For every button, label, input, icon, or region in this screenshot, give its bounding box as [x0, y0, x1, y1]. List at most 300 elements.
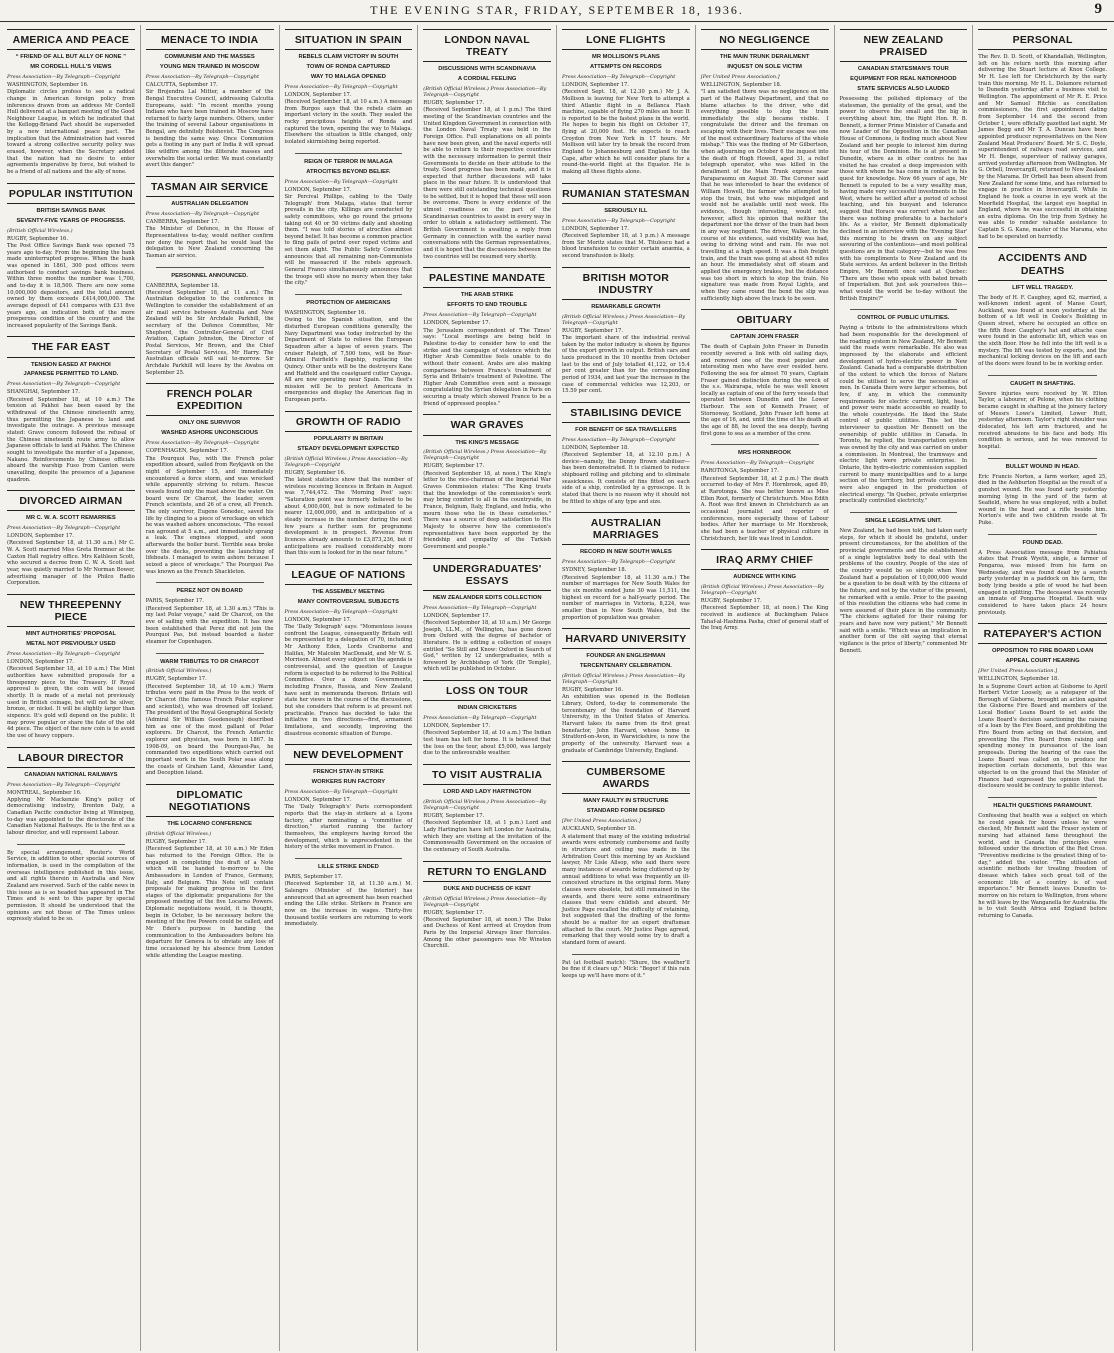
article — [423, 764, 551, 854]
article — [7, 844, 135, 923]
article-subheading: BULLET WOUND IN HEAD. — [1005, 463, 1080, 470]
section-divider — [295, 153, 403, 154]
article — [978, 247, 1107, 367]
article-body: (Received September 18, at 1.30 a.m.) "This is my last Polar voyage," said Dr Charcot, on the eve of sailing with the expedition. It has now been established that Perez did not join the Pourquoi Pas, but instead boarded a faster steamer for Copenhagen. — [145, 605, 274, 645]
wire-credit: (British Official Wireless.) Press Association—By Telegraph—Copyright — [284, 455, 408, 468]
dateline: WASHINGTON, September 16. — [284, 310, 367, 317]
article-body: The latest statistics show that the number of wireless receiving licences in Britain in August was 7,744,472. The 'Morning Post' says: "Saturation point was formerly believed to be about 4,000,000, but is now estimated to be nearer 12,000,000, and in anticipation of a steady increase in the number during the next few years a further sum for programme development is in prospect. Revenue from licences already amounts to £3,873,236, but if anticipations are realised considerably more than this sum is looked for in the near future." — [284, 477, 413, 557]
article-subheading: NEW ZEALANDER EDITS COLLECTION — [432, 594, 542, 601]
dateline: LONDON, September 17. — [284, 616, 352, 623]
dateline: RUGBY, September 17. — [700, 598, 762, 605]
article-headline: POPULAR INSTITUTION — [7, 183, 135, 204]
article-subheading: FOR BENEFIT OF SEA TRAVELLERS — [575, 426, 677, 433]
article-body: (Received September 18, at 10 a.m.) Mr George Joseph, LL.M., of Wellington, has gone down from Oxford with the degree of bachelor of literature. He is editing a collection of essays entitled "So Still and Know: Oxford in Search of God," written by 12 undergraduates, with a foreword by Archbishop of York (Dr Temple), which will be published in October. — [423, 619, 551, 673]
article — [285, 744, 413, 851]
wire-credit: [Per United Press Association.] — [700, 73, 780, 80]
article-body: The 'Daily Telegraph' says: "Momentous issues confront the League, consequently Britain will be represented by a delegation of 70, including Mr Anthony Eden, Lords Cranborne and Halifax, Mr Malcolm MacDonald, and Mr W. S. Morrison. Almost every subject on the agenda is controversial, and the question of League reform is expected to be referred to the Political Committee. Over a dozen Governments, including France, Russia, and New Zealand have sent in memoranda thereon. Britain will state her views in the course of the discussions, but she considers that reform is at present not practicable. France has decided to take the initiative in two directions—first, armament limitations, and secondly, improving the disastrous economic situation of Europe. — [284, 624, 413, 737]
article — [701, 309, 829, 437]
article-subheading: CANADIAN STATESMAN'S TOUR — [857, 66, 949, 73]
article-headline: NEW ZEALAND PRAISED — [840, 29, 968, 62]
section-divider — [156, 653, 264, 654]
column-5 — [557, 25, 696, 1351]
wire-credit: Press Association—By Telegraph—Copyright — [7, 651, 121, 658]
article-body: A Press Association message from Pahiatua states that Frank Wyeth, single, a farmer of Pongaroa, was missed from his farm on Wednesday, and was found dead by a search party yesterday in a paddock on his farm, the body lying beside a pile of wood he had been engaged in splitting. The deceased was recently an inmate of Pongaroa Hospital. Death was considered to have taken place 24 hours previously. — [978, 549, 1107, 616]
article-body: (Received September 18, at 12.10 p.m.) A device—namely, the Denny Brown stabiliser—has been demonstrated. It is claimed to reduce shipboard rolling and pitching and to eliminate seasickness. It consists of fins fitted on each side of a ship, controlled by a gyroscope. It is stated that there is no reason why it should not be fitted to ships of any type and size. — [562, 452, 690, 505]
article-headline: PALESTINE MANDATE — [423, 267, 551, 288]
article-subheading: LORD AND LADY HARTINGTON — [443, 789, 532, 796]
article — [562, 761, 690, 946]
dateline: WASHINGTON, September 16. — [7, 81, 89, 88]
wire-credit: Press Association—By Telegraph—Copyright — [284, 178, 398, 185]
article — [978, 375, 1107, 451]
article-subheading: MRS HORNBROOK — [738, 450, 792, 457]
dateline: RUGBY, September 17. — [423, 463, 485, 470]
wire-credit: (British Official Wireless.) Press Association—By Telegraph—Copyright — [423, 895, 547, 908]
article — [978, 29, 1107, 240]
article-subheading: ONLY ONE SURVIVOR — [178, 420, 241, 427]
article-subheading: METAL NOT PREVIOUSLY USED — [26, 641, 116, 648]
article-subheading: CONTROL OF PUBLIC UTILITIES. — [857, 315, 950, 322]
article-headline: LOSS ON TOUR — [423, 680, 551, 701]
article-subheading: WORKERS RUN FACTORY — [311, 779, 386, 786]
column-7 — [835, 25, 974, 1351]
article-subheading: RECORD IN NEW SOUTH WALES — [579, 549, 672, 556]
article-body: The Jerusalem correspondent of 'The Times' says: "Local meetings are being held in Palestine to-day to consider how to end the strike and the campaign of violence which the Higher Arab Committee feels unable to do without their consent. Arabs are also making comparisons between France's treatment of Syria and Britain's treatment of Palestine. The Higher Arab Committee even sent a message congratulating the Syrian delegation in Paris on securing a treaty which showed France to be a friend of oppressed peoples." — [423, 327, 551, 407]
article-body: (Received Sept. 18, at 12.30 p.m.) Mr J. A. Mollison is leaving for New York to attempt a third Atlantic flight in a Bellanca Flash machine, capable of flying 270 miles an hour. It is reported to be the fastest plane in the world. He hopes to begin his flight on October 17, flying at 20,000 feet. He expects to reach Croydon from New York in 17 hours. Mr Mollison will later try to break the record from England to Johannesburg and England to the Cape, after which he will consider plans for a round-the-world flight at the Equator. He is making all these flights alone. — [562, 89, 690, 176]
article-headline: FRENCH POLAR EXPEDITION — [146, 383, 274, 416]
article — [562, 954, 690, 980]
section-divider — [988, 375, 1097, 376]
wire-credit: Press Association—By Telegraph—Copyright — [7, 381, 121, 388]
article-body: By special arrangement, Reuter's World Service, in addition to other special sources of information, is used in the compilation of the overseas intelligence published in this issue, and all rights therein in Australia and New Zealand are reserved. Such of the cable news in this issue as is so headed has appeared in The Times and is sent to this paper by special permission. It should be understood that the opinions are not those of The Times unless expressly stated to be so. — [7, 849, 135, 923]
article-subheading: MANY FAULTY IN STRUCTURE — [583, 798, 669, 805]
article — [423, 267, 551, 407]
article — [840, 29, 968, 302]
article — [146, 653, 274, 777]
article-body: The Minister of Defence, in the House of Representatives to-day, would neither confirm nor deny the report that he would lead the delegation to New Zealand concerning the Tasman air service. — [145, 226, 274, 259]
article — [7, 183, 135, 330]
article — [146, 29, 274, 169]
article-subheading: PROTECTION OF AMERICANS — [306, 300, 391, 307]
article-subheading: FOUNDER AN ENGLISHMAN — [586, 653, 666, 660]
article-subheading: DUKE AND DUCHESS OF KENT — [443, 885, 531, 892]
dateline: LONDON, September 17. — [7, 533, 74, 540]
dateline: RUGBY, September 17. — [145, 838, 207, 845]
article-body: (Received September 18, at noon.) The Duke and Duchess of Kent arrived at Croydon from Paris by the Imperial Airways liner Hercules. Among the other passengers was Mr Winston Churchill. — [423, 916, 551, 950]
article-body: Paying a tribute to the administrations which had been responsible for the development of the roading system in New Zealand, Mr Bennett said the roads were remarkable. He also was impressed by the elaborate and efficient development of hydro-electric power in New Zealand. Canada had a comparable distribution of the extent to which the forces of Nature could be utilised to serve the necessities of men. In Canada there were larger schemes, but few, if any, in which the community requirements for electric current, light, heat, and power were made accessible so readily to the whole countryside. He liked the State control of public utilities. This led the interviewer to question Mr Bennett on the ownership of public utilities in Canada. In Toronto, he replied, the transportation system was owned by the city and was carried on under a commission. In Montreal, the tramways and electric light were private enterprise. In Ontario, the hydro-electric commission supplied current to many municipalities and to a large section of the territory, but private companies were also engaged in the production of electrical energy. "In Quebec, private enterprise practically controlled electricity." — [839, 325, 968, 505]
article-body: Eric Francis Norton, a farm worker, aged 25, died in the Ashburton Hospital as the result of a gunshot wound. He was found early yesterday morning lying in the yard of the farm at Seafield, where he was employed, with a bullet wound in the head and a rifle beside him. Norton's wife and two children reside at Te Puke. — [978, 473, 1107, 527]
article-body: (Received September 18, at 11.30 a.m.) Mr C. W. A. Scott married Miss Greta Bremner at the Caxton Hall registry office. Mrs Kathleen Scott, who secured a decree from C. W. A. Scott last year, was quietly married to Mr Norman Bower, advertising manager of the Philco Radio Corporation. — [7, 540, 135, 587]
dateline: RUGBY, September 17. — [145, 676, 207, 683]
wire-credit: (British Official Wireless.) — [145, 830, 212, 837]
wire-credit: Press Association—By Telegraph—Copyright — [145, 73, 259, 80]
wire-credit: Press Association—By Telegraph—Copyright — [423, 715, 537, 722]
article-headline: OBITUARY — [701, 309, 829, 330]
article-body: Diplomatic circles profess to see a radical change in American foreign policy from inferences drawn from an address Mr Cordell Hull delivered at a banquet meeting of the Good Neighbour League, in which he indicated that the Kellogg-Briand Pact should be superseded by a new international peace pact. The implication that the Administration had veered toward a strong collective security policy was erased, however, when the Secretary added that the nation had no desire to enter agreements imperative by force, but wished to be a friend of all nations and the ally of none. — [7, 89, 135, 176]
dateline: SHANGHAI, September 17. — [7, 389, 80, 396]
article-body: (Received September 18, at 11.30 a.m.) M. Salengro (Minister of the Interior) has announced that an agreement has been reached ending the Lille strike. Strikers in France are now on the increase in wages. Thirty-five thousand textile workers are returning to work immediately. — [284, 881, 413, 928]
article-headline: THE FAR EAST — [7, 336, 135, 357]
section-divider — [988, 458, 1097, 459]
article-headline: ACCIDENTS AND DEATHS — [978, 247, 1107, 280]
section-divider — [988, 534, 1097, 535]
dateline: MONTREAL, September 16. — [7, 789, 82, 796]
article-body: (Received September 18, at 10 a.m.) The Indian test team has left for home. It is believed that the loss on the tour, about £5,000, was largely due to the unfavourable weather. — [423, 730, 551, 757]
article-body: Sir Brojendra Lal Mitter, a member of the Bengal Executive Council, addressing Calcutta Europeans, said: "In recent months young Indians who have been trained in Moscow have returned to fairly large numbers. Others, under the training of several Labour organisations in Bengal, are definitely Bolshevist. The Congress is bending the same way. Once Communism gets a footing in any part of India it will spread like wildfire among the illiterate masses and overwhelm the social order. We must constantly avert this danger." — [145, 89, 274, 169]
dateline: LONDON, September 17. — [562, 225, 629, 232]
article-headline: DIPLOMATIC NEGOTIATIONS — [146, 784, 274, 817]
wire-credit: Press Association—By Telegraph—Copyright — [562, 436, 676, 443]
dateline: CANBERRA, September 18. — [145, 282, 220, 289]
dateline: WELLINGTON, September 18. — [978, 676, 1059, 683]
article-headline: RATEPAYER'S ACTION — [978, 623, 1107, 644]
wire-credit: Press Association—By Telegraph—Copyright — [284, 789, 398, 796]
article-body: (Received September 18, at 10 a.m.) The Mint authorities have submitted proposals for a threepenny piece to the Treasury. If Royal approval is given, the coin will be issued shortly. It is made of a metal not previously used in British coinage, but will not be silver, bronze, or nickel. It will be slightly larger than sixpence. It's gold will depend on the public. It may prove popular or share the fate of the old 4d piece. The object of the new coin is to avoid the use of heavy coppers. — [7, 666, 135, 739]
article — [146, 267, 274, 377]
article-headline: NO NEGLIGENCE — [701, 29, 829, 50]
article-headline: WAR GRAVES — [423, 414, 551, 435]
article — [146, 582, 274, 645]
article — [423, 414, 551, 550]
article — [285, 564, 413, 737]
wire-credit: (British Official Wireless.) Press Association—By Telegraph—Copyright — [562, 313, 686, 326]
section-divider — [156, 582, 264, 583]
article-subheading: YOUNG MEN TRAINED IN MOSCOW — [159, 64, 260, 71]
article — [285, 858, 413, 928]
wire-credit: Press Association—By Telegraph—Copyright — [423, 312, 537, 319]
dateline: RUGBY, September 16. — [562, 687, 623, 694]
article-subheading: LILLE STRIKE ENDED — [317, 864, 379, 871]
wire-credit: Press Association—By Telegraph—Copyright — [700, 460, 814, 467]
wire-credit: (British Official Wireless.) Press Association—By Telegraph—Copyright — [423, 449, 547, 462]
article — [562, 402, 690, 506]
article — [701, 29, 829, 302]
article — [423, 680, 551, 757]
article-subheading: AUSTRALIAN DELEGATION — [171, 201, 249, 208]
newspaper-title: THE EVENING STAR, FRIDAY, SEPTEMBER 18, 1936. — [370, 3, 744, 17]
article-subheading: PERSONNEL ANNOUNCED. — [171, 272, 248, 279]
article — [978, 458, 1107, 527]
dateline: LONDON, September 17. — [7, 659, 74, 666]
section-divider — [572, 954, 680, 955]
article-headline: DIVORCED AIRMAN — [7, 490, 135, 511]
article — [7, 594, 135, 739]
dateline: LONDON, September 17. — [423, 612, 491, 619]
article-body: (Received September 18, at 10 a.m.) A message from Burgos says that the rebels claim an important victory in the south. They sealed the rocky precipitous heights of Ronda and captured the town, opening the way to Malaga. Elsewhere the situation is little changed, only isolated skirmishing being reported. — [284, 99, 413, 146]
article-body: The Pourquoi Pas, with the French polar expedition aboard, sailed from Reykjavik on the night of September 15, and immediately encountered a force storm, and was wrecked while apparently striving to return. Rescue vessels found only the mast above the water. On board were Dr Charcot, the leader, seven French scientists, and 26 of a crew, all French. The only survivor, Eugene Gonedec, saved his life by clinging to a piece of wreckage on which he was washed ashore unconscious. "The vessel ran aground at 5 a.m., and immediately sprang a leak. The engines stopped, and soon afterwards the boiler burst. Terrible seas broke over the decks, preventing the launching of lifeboats. I managed to swim ashore because I seized a piece of wreckage." The Pourquoi Pas was known as the French Shackleton. — [145, 455, 274, 575]
article — [285, 153, 413, 287]
article-subheading: WAY TO MALAGA OPENED — [310, 73, 386, 80]
article — [7, 336, 135, 483]
article — [701, 549, 829, 632]
article — [562, 267, 690, 395]
article-body: "I am satisfied there was no negligence on the part of the Railway Department, and that no blame attaches to the driver, who did everything possible to stop the train immediately the slip became visible. I congratulate the driver and the fireman on escaping with their lives. Their escape was one of the most extraordinary features of the whole mishap." This was the finding of Mr Gilbertson, when adjourning on October 6 the inquest into the death of Hugh Howell, aged 31, a relief telegraph operator, who was killed in the derailment of the Main Trunk express near Paraparaumu on August 30. The Coroner said that he was interested to hear the evidence of William Howell, the farmer who attempted to stop the train, but who was misjudged and would not be available until next week. His evidence, though interesting, would not, however, affect his opinion that neither the department nor the driver of the train had been in any way negligent. The driver, Walker, in the course of his evidence, said visibility was bad, owing to driving wind and rain. He was not travelling at a high speed. It was a fish freight train, and the train was going at about 45 miles an hour. He immediately shut off steam and applied the emergency brakes, but the distance was too short in which to stop the train. No signature was made from Royal Lights, and when they came round the bend the slip was sufficiently high above the track to be seen. — [700, 89, 829, 302]
wire-credit: Press Association—By Telegraph—Copyright — [562, 217, 676, 224]
wire-credit: (British Official Wireless.) Press Association—By Telegraph—Copyright — [700, 584, 824, 597]
article-subheading: TERCENTENARY CELEBRATION. — [579, 663, 672, 670]
wire-credit: [Per United Press Association.] — [562, 818, 641, 825]
article — [562, 183, 690, 260]
article-headline: CUMBERSOME AWARDS — [562, 761, 690, 794]
page-number: 9 — [1094, 1, 1102, 17]
newspaper-columns — [2, 25, 1112, 1351]
article-subheading: FOUND DEAD. — [1022, 539, 1063, 546]
article-subheading: STATE SERVICES ALSO LAUDED — [857, 86, 950, 93]
article-subheading: POPULARITY IN BRITAIN — [313, 435, 384, 442]
article-subheading: STEADY DEVELOPMENT EXPECTED — [297, 445, 400, 452]
article-body: (Received September 18, at noon.) The King received in audience at Buckingham Palace Tahaf-al-Hashima Pasha, chief of general staff of the Iraq Army. — [700, 605, 829, 632]
article — [978, 534, 1107, 617]
article-body: The important share of the industrial revival taken by the motor industry is shown by figures of the export growth in output. British cars and taxis produced in the 10 months from October last to the end of July totalled 41,122, or 15.4 per cent greater than for the corresponding period of 1934, and last year the increase in the case of commercial vehicles was 12,203, or 15.59 per cent. — [562, 334, 690, 395]
article-body: (Received September 18, at 10 a.m.) Mr Eden has returned to the Foreign Office. He is engaged in completing the draft of a Note which will be handed to-morrow to the Ambassadors in London of France, Germany, Italy, and Belgium. This Note will contain proposals for making progress in the first stages of the diplomatic preparations for the proposed meeting of the five Locarno Powers. Diplomatic negotiations would, it is thought, begin in October, to be necessary before the meeting of the five Powers could be called, and Mr Eden's purpose in handing the communication to the Ambassadors before his departure for Geneva is to obviate any loss of time occasioned by his absence from London while attending the League meeting. — [145, 846, 274, 959]
article-body: Possessing the polished diplomacy of the statesman, the geniality of the great, and the power to observe the small and the big in everything about him, the Right Hon. R. B. Bennett, a former Prime Minister of Canada and now Leader of the Opposition in the Canadian House of Commons, is finding much about New Zealand and her people to interest him during his tour of the Dominion. He is at present in Dunedin, where as in other centres he has visited he has created a deep impression with those with whom he has come in contact in his quest for knowledge. Now 66 years of age, Mr Bennett is reputed to be a very wealthy man, having made very successful investments in the West, where he settled after a period of school teaching, and his buoyant and tolerance suggest that Horace was correct when he said there was nothing preferable to a bachelor's life. As a visitor, Mr Bennett diplomatically declined in an interview with the 'Evening Star' this morning to be drawn on any subject savouring of the contentious—and most political questions are in that category—but he was free with his compliments to New Zealand and its State services. An ardent believer in the British Empire, Mr Bennett once said at Quebec: "There are those who speak with bated breath of Imperialism. But just ask yourselves this—what would the world be to-day without the British Empire?" — [839, 95, 968, 302]
article-body: Severe injuries were received by W. Elton Taylor, a labourer, of Pelone, when his clothing became caught in shafting at the joinery factory of Messrs Lowe's Limited, Lower Hutt, yesterday afternoon. Taylor's right shoulder was dislocated, his left arm fractured, and he received abrasions to his face and body. His condition is serious, and he was removed to hospital. — [978, 390, 1107, 450]
article-headline: BRITISH MOTOR INDUSTRY — [562, 267, 690, 300]
article-subheading: ATROCITIES BEYOND BELIEF. — [306, 168, 391, 175]
article-subheading: HEALTH QUESTIONS PARAMOUNT. — [993, 803, 1092, 810]
article-headline: GROWTH OF RADIO — [285, 411, 413, 432]
article-body: (Received September 18, at 1 p.m.) The third meeting of the Scandinavian countries and the United Kingdom Government in connection with the London Naval Treaty was held in the Foreign Office. Full explanations on all points have now been given, and the naval experts will be able to return to their respective countries with the necessary information to permit their Governments to decide on their attitude to the treaty. Good progress has been made, and it is expected that further discussions will take place in the near future. It is understood that there were still outstanding technical questions to be settled, but it is hoped that these will soon be overcome. There is every evidence of the utmost readiness on the part of the Scandinavian countries to assist in every way in order to obtain a satisfactory settlement. The British Government is awaiting a reply from Germany in connection with the earlier naval conversations with the German representatives, and it is hoped that the discussions between the two countries will be resumed very shortly. — [423, 107, 551, 260]
article — [7, 747, 135, 837]
dateline: RUGBY, September 17. — [423, 813, 485, 820]
article-subheading: SEVENTY-FIVE YEARS OF PROGRESS. — [16, 217, 126, 224]
article — [285, 29, 413, 146]
wire-credit: Press Association—By Telegraph—Copyright — [7, 73, 121, 80]
article-subheading: REMARKABLE GROWTH — [591, 303, 661, 310]
article-subheading: JAPANESE PERMITTED TO LAND. — [23, 371, 119, 378]
article-body: Sir Percival Phillips, cabling to the 'Daily Telegraph' from Malaga, states that terror prevails in the city. Killings are conducted by safety committees, who go round the prisons taking out 40 or 50 victims daily and shooting them. "I was told stories of atrocities almost beyond belief. It has become a common practice to fling pails of petrol over roped victims and set them alight. The Public Safety Committee announces that all remaining non-Communists will be massacred if the rebels approach. General Franco simultaneously announces that the troops will show no mercy when they take the city." — [284, 193, 413, 287]
article-headline: IRAQ ARMY CHIEF — [701, 549, 829, 570]
article — [146, 176, 274, 260]
dateline: RUGBY, September 16. — [7, 235, 68, 242]
dateline: LONDON, September 17. — [284, 797, 352, 804]
article — [423, 861, 551, 951]
wire-credit: Press Association—By Telegraph—Copyright — [145, 211, 259, 218]
article-subheading: THE ASSEMBLY MEETING — [312, 588, 385, 595]
article-headline: HARVARD UNIVERSITY — [562, 628, 690, 649]
wire-credit: (British Official Wireless.) — [145, 668, 212, 675]
article-subheading: MR MOLLISON'S PLANS — [592, 54, 660, 61]
section-divider — [850, 512, 958, 513]
section-divider — [711, 444, 819, 445]
dateline: PARIS, September 17. — [145, 598, 204, 605]
article — [840, 512, 968, 654]
wire-credit: Press Association—By Telegraph—Copyright — [7, 781, 121, 788]
dateline: RAROTONGA, September 17. — [700, 468, 779, 475]
wire-credit: Press Association—By Telegraph—Copyright — [284, 83, 398, 90]
article-subheading: EFFORTS TO END TROUBLE — [447, 302, 528, 309]
article-body: (Received September 18, at 11 a.m.) The Australian delegation to the conference in Wellington to consider the establishment of an air mail service between Australia and New Zealand will be Sir Archdale Parkhill, the secretary of the Defence Committee, Mr Shepherd, the Controller-General of Civil Aviation, Captain Johnston, the Director of Postal Services, Mr Brown, and the Chief Secretary of Postal Services, Mr Harry. The Australian officials will sail to-morrow. Sir Archdale Parkhill will leave by the Awatea on September 25. — [145, 289, 274, 376]
article-body: (Received September 18, at noon.) The King's letter to the vice-chairman of the Imperial War Graves Commission states: "The King trusts that the knowledge of the commission's work may bring comfort to all in the countryside, in France, Belgium, Italy, England, and India, who mourn those who lie in these cemeteries." There was a source of deep satisfaction to His Majesty to observe how the commission's representatives have been supported by the friendship and sympathy of the Turkish Government and people." — [423, 470, 551, 550]
article — [146, 383, 274, 575]
article-subheading: SERIOUSLY ILL — [604, 207, 648, 214]
article-subheading: WARM TRIBUTES TO DR CHARCOT — [160, 658, 260, 665]
article-subheading: THE ARAB STRIKE — [460, 292, 514, 299]
article-subheading: CAPTAIN JOHN FRASER — [730, 334, 799, 341]
article-headline: UNDERGRADUATES' ESSAYS — [423, 558, 551, 591]
article-subheading: REBELS CLAIM VICTORY IN SOUTH — [298, 54, 399, 61]
dateline: CALCUTTA, September 17. — [145, 81, 218, 88]
wire-credit: Press Association—By Telegraph—Copyright — [7, 525, 121, 532]
article-headline: TO VISIT AUSTRALIA — [423, 764, 551, 785]
column-3 — [280, 25, 419, 1351]
wire-credit: (British Official Wireless.) — [7, 227, 73, 234]
article — [285, 294, 413, 404]
column-8 — [973, 25, 1112, 1351]
dateline: WELLINGTON, September 18. — [700, 81, 782, 88]
article-headline: TASMAN AIR SERVICE — [146, 176, 274, 197]
article-body: New Zealand, he had been told, had taken early steps, for which it should be grateful, under present circumstances, for the abolition of the provincial governments and the establishment of a single legislative body to deal with the problems of the country. People of the size of the country would be so simple when New Zealand had a population of 10,000,000 would be a question to be dealt with by the citizens of the future, and not by the visitor of the present, he remarked with a smile. Prior to the passing of this resolution the citizens who had come in were assured of their place in the community. "The chickens agitated for their raising for years and have now very patient," Mr Bennett said with a smile. "Which was an implication in another form of the old saying that eternal vigilance is the price of liberty," commented Mr Bennett. — [839, 527, 968, 654]
article-headline: LONDON NAVAL TREATY — [423, 29, 551, 62]
article-body: (Received September 18, at 2 p.m.) The death occurred to-day of Mrs F. Hornbrook, aged 89, at Rarotonga. She was better known as Miss Ellen Root, formerly of Christchurch. Miss Edith A. Root was first known in Christchurch as an occasional journalist and reporter of conferences, more especially those of Labour bodies. After her marriage to Mr Hornbrook, she had been a teacher of physical culture in Christchurch, her life was lived in London. — [700, 475, 829, 542]
section-divider — [295, 858, 403, 859]
dateline: COPENHAGEN, September 17. — [145, 448, 229, 455]
article-headline: RUMANIAN STATESMAN — [562, 183, 690, 204]
article-headline: LABOUR DIRECTOR — [7, 747, 135, 768]
article-subheading: FRENCH STAY-IN STRIKE — [313, 769, 384, 776]
article — [562, 628, 690, 754]
article-body: A statement that many of the existing industrial awards were extremely cumbersome and faulty in structure and ceiling was made in the Arbitration Court this morning by an Auckland lawyer, Mr Lisle Allsop, who said there were many instances of awards being cluttered up by annual additions to what was frequently an ill-conceived structure in the original form. Many clauses were obsolete, but still remained in the awards, and there were some extraordinary clauses that were childish and absurd. Mr Justice Page recalled the difficulty of retaining, but suggested that the drafting of the forms should be a matter for an expert draftsman attached to the court. Mr Justice Page agreed, remarking that they would some try to draft a standard form of award. — [562, 833, 690, 947]
dateline: LONDON, September 18. — [562, 444, 629, 451]
masthead — [0, 0, 1114, 22]
dateline: AUCKLAND, September 18. — [562, 826, 636, 833]
dateline: RUGBY, September 16. — [284, 469, 346, 476]
dateline: RUGBY, September 17. — [423, 909, 485, 916]
article-subheading: CAUGHT IN SHAFTING. — [1010, 380, 1076, 387]
column-6 — [696, 25, 835, 1351]
article — [285, 411, 413, 557]
article-body: Confessing that health was a subject on which he could speak for hours unless he were checked, Mr Bennett said the Fraser system of nursing had attained fame throughout the world, and in Canada the principles were followed under the direction of the Red Cross. "Preventive medicine is the greatest thing of to-day," added the visitor. "The utilisation of scientific methods for treating freedom of disease which takes such great toll of the economic life of a country is of vast importance." Mr Bennett leaves Dunedin to-morrow on his return to Wellington, from where he will leave by the Wanganella for Australia. He is to visit South Africa and England before returning to Canada. — [978, 812, 1107, 919]
article-body: Applying Mr Mackenzie King's policy of democratising industry, Brenton Daly, a Canadian Pacific conductor living at Winnipeg, to-day was appointed to the directorate of the Canadian National Railways. He is the first as a labour director, and will represent Labour. — [7, 796, 135, 837]
article-headline: PERSONAL — [978, 29, 1107, 50]
article — [146, 784, 274, 959]
article-headline: AMERICA AND PEACE — [7, 29, 135, 50]
article-subheading: WASHED ASHORE UNCONSCIOUS — [161, 430, 258, 437]
wire-credit: (British Official Wireless.) Press Association—By Telegraph—Copyright — [562, 673, 686, 686]
wire-credit: Press Association—By Telegraph—Copyright — [145, 440, 259, 447]
wire-credit: (British Official Wireless.) Press Association—By Telegraph—Copyright — [423, 799, 547, 812]
article-body: In a Supreme Court action at Gisborne to April Herbert Victor Loosely, as a ratepayer of the Borough of Gisborne, brought an action against the Gisborne Fire Board and members of the Local Bodies' Loans Board to set aside the Loans Board's decision sanctioning the raising of a loan by the Fire Board, and prohibiting the Fire Board from acting on that decision, and preventing the Fire Board from raising and spending money in pursuance of the loan proposals. During the hearing of the case the Loans Board was called on to produce for inspection certain documents, but this was objected to on the ground that the Minister of Finance had expressed the opinion that the disclosure would be contrary to public interest. — [978, 683, 1107, 790]
section-divider — [156, 267, 264, 268]
wire-credit: (British Official Wireless.) Press Association—By Telegraph—Copyright — [423, 86, 547, 99]
article — [423, 558, 551, 674]
article-headline: SITUATION IN SPAIN — [285, 29, 413, 50]
article-subheading: INQUEST ON SOLE VICTIM — [727, 64, 802, 71]
article — [562, 29, 690, 176]
article-body: An exhibition was opened in the Bodleian Library, Oxford, to-day to commemorate the tercentenary of the foundation of Harvard University, in the United States of America. Harvard takes its name from its first great benefactor, John Harvard, whose home in Stratford-on-Avon, in Warwickshire, is now the property of the university. Harvard was a graduate of Cambridge University, England. — [562, 694, 690, 754]
article-headline: RETURN TO ENGLAND — [423, 861, 551, 882]
article-subheading: ATTEMPTS ON RECORDS — [590, 64, 662, 71]
dateline: RUGBY, September 17. — [562, 327, 623, 334]
article-body: The death of Captain John Fraser in Dunedin recently severed a link with old sailing days, and removed one of the most popular and interesting men who have ever resided here. Following the sea for almost 70 years, Captain Fraser gained distinction during the wreck of the s.s. Wairarapa, while he was well known locally as captain of one of the ferry vessels that operated between Dunedin and the Lower Harbour. The son of Kenneth Fraser, of Stornoway, Scotland, John Fraser left home at the age of 16, and, until the time of his death at the age of 88, he loved the sea deeply, having first gone to sea as a member of the crew. — [700, 344, 829, 437]
article-subheading: TOWN OF RONDA CAPTURED — [306, 64, 391, 71]
article — [840, 309, 968, 505]
article-headline: AUSTRALIAN MARRIAGES — [562, 512, 690, 545]
section-divider — [17, 844, 125, 845]
dateline: RUGBY, September 17. — [423, 100, 485, 107]
wire-credit: [Per United Press Association.] — [978, 668, 1058, 675]
article-body: (Received September 18, at 1 p.m.) A message from Sir Moritz states that M. Titulescu had a blood transfusion to counter certain anæmia, a second transfusion is likely. — [562, 232, 690, 259]
article — [423, 29, 551, 260]
article-body: (Received September 18, at 10 a.m.) The tension at Pakhoi has been eased by the withdrawal of the Chinese nineteenth army, thus permitting the Japanese to land and investigate the outrage. A previous message stated: Grave concern followed the refusal of the Chinese nineteenth route army to allow Japanese officials to land at Pakhoi. The Chinese sought to investigate the murder of a Japanese, Nakano. Reinforcements by Chinese officials aboard the warship Fuso from Canton were unavailing, despite the presence of a Japanese quadron. — [7, 396, 135, 483]
wire-credit: Press Association—By Telegraph—Copyright — [562, 73, 676, 80]
dateline: LONDON, September 17. — [284, 91, 352, 98]
article — [978, 797, 1107, 919]
dateline: LONDON, September 17. — [562, 81, 629, 88]
column-1 — [2, 25, 141, 1351]
article-subheading: PEREZ NOT ON BOARD — [176, 588, 243, 595]
article-subheading: MR CORDELL HULL'S VIEWS — [30, 64, 112, 71]
article-subheading: A CORDIAL FEELING — [457, 76, 517, 83]
article — [7, 29, 135, 176]
article-subheading: TENSION EASED AT PAKHOI — [30, 361, 111, 368]
article-subheading: THE LOCARNO CONFERENCE — [167, 821, 252, 828]
article — [7, 490, 135, 587]
section-divider — [295, 294, 403, 295]
dateline: CANBERRA, September 17. — [145, 219, 220, 226]
article-body: (Received September 18, at 11.30 a.m.) The number of marriages for New South Wales for the six months ended June 30 was 11,511, the highest on record for a half-yearly period. The number of marriages in Victoria, 8,224, was smaller than in New South Wales, but the proportion of population was greater. — [562, 574, 690, 621]
article-subheading: THE KING'S MESSAGE — [455, 439, 519, 446]
article-body: The Post Office Savings Bank was opened 75 years ago to-day. From the beginning the bank made uninterrupted progress. When the bank was opened in 1861, 300 post offices were authorised to conduct savings bank business. Within three months the number was 1,700, and to-day it is 18,500. There are now some 10,000,000 depositors, and the total amount owned by them exceeds £414,000,000. The average deposit of £41 compares with £31 five years ago, an indication both of the more prosperous condition of the country and the increased popularity of the Savings Bank. — [7, 242, 135, 329]
article-body: The Rev. D. D. Scott, of Khandallah, Wellington, left on his return north this morning after delivering the Stuart lecture at Knox College. Mr H. Lee left for Christchurch by the early train this morning. Mr H. L. Dolamore returned to Dunedin yesterday after a business visit to Wellington. The appointment of Mr R. E. Price and Mr Samuel Ritchie as conciliation commissioners, the first appointment dating from September 14 and the second from October 1, were officially gazetted last night. Mr James Begg and Mr T. A. Duncan have been appointed producer representatives on the New Zealand Meat Producers' Board. Mr S. C. Doyle, superintendent of railways road services, and Mr H. Benge, supervisor of railway garages, arrived yesterday afternoon from Wellington. Mr G. Orbell, Invercargill, returned to New Zealand by the Marama. Dr Orbell has been absent from New Zealand for some time, and has returned to engage in practice in Invercargill. While in England he took a course in eye work at the Moorfield Hospital, the largest eye hospital in England, where he was successful in obtaining an extra diploma. On the trip from Sydney he was able to render valuable assistance to Captain S. G. Kane, master of the Marama, who had to be operated on hurriedly. — [978, 54, 1107, 240]
article-subheading: COMMUNISM AND THE MASSES — [164, 54, 255, 61]
article-subheading: “ FRIEND OF ALL BUT ALLY OF NONE ” — [15, 54, 126, 61]
column-4 — [418, 25, 557, 1351]
section-divider — [850, 309, 958, 310]
article-body: (Received September 18, at 1 p.m.) Lord and Lady Hartington have left London for Australia, which they are visiting at the invitation of the Commonwealth Government on the occasion of the centenary of South Australia. — [423, 820, 551, 853]
article-subheading: APPEAL COURT HEARING — [1005, 658, 1080, 665]
dateline: LONDON, September 17. — [423, 320, 491, 327]
article-body: The body of H. F. Caughey, aged 62, married, a well-known indent agent of Manse Court, Auckland, was found at noon yesterday at the bottom of a lift well in Cooke's Building in Queen street, where he occupied an office on the fifth floor. Caughey's hat and attache case were found in the automatic lift, which was on the sixth floor. How he fell into the lift well is a mystery. The lift was tested by experts, and the mechanical locking devices on the lift and each of the doors were found to be in working order. — [978, 294, 1107, 368]
wire-credit: Press Association—By Telegraph—Copyright — [284, 608, 398, 615]
article-subheading: LIFT WELL TRAGEDY. — [1012, 284, 1074, 291]
article — [562, 512, 690, 621]
article-subheading: MR C. W. A. SCOTT REMARRIES — [26, 515, 116, 522]
article-subheading: SINGLE LEGISLATIVE UNIT. — [864, 518, 942, 524]
article — [978, 623, 1107, 790]
article-subheading: STANDARD FORM DESIRED — [586, 808, 665, 815]
dateline: LONDON, September 17. — [284, 186, 352, 193]
article-subheading: OPPOSITION TO FIRE BOARD LOAN — [991, 648, 1094, 655]
article-body: The 'Daily Telegraph's' Paris correspondent reports that the stay-in strikers at a Lyons factory, after nominating a "committee of direction," started running the factory themselves, the employers having forced the development, which is unprecedented in the history of the strike movement in France. — [284, 804, 413, 851]
article-subheading: THE MAIN TRUNK DERAILMENT — [719, 54, 810, 61]
article-subheading: EQUIPMENT FOR REAL NATIONHOOD — [850, 76, 957, 83]
article-headline: LEAGUE OF NATIONS — [285, 564, 413, 585]
article-subheading: INDIAN CRICKETERS — [457, 705, 517, 712]
article-subheading: CANADIAN NATIONAL RAILWAYS — [24, 771, 118, 778]
article-body: Pat (at football match): "Shure, the weather'll be fine if it clears up." Mick: "Begor! if this rain keeps up we'll have more of it." — [562, 959, 690, 980]
article-headline: MENACE TO INDIA — [146, 29, 274, 50]
article-headline: STABILISING DEVICE — [562, 402, 690, 423]
article-headline: LONE FLIGHTS — [562, 29, 690, 50]
article-subheading: MANY CONTROVERSIAL SUBJECTS — [297, 598, 399, 605]
article-headline: NEW THREEPENNY PIECE — [7, 594, 135, 627]
article-headline: NEW DEVELOPMENT — [285, 744, 413, 765]
wire-credit: Press Association—By Telegraph—Copyright — [562, 559, 676, 566]
article-body: Owing to the Spanish situation, and the disturbed European conditions generally, the Navy Department was today instructed by the Department of State to relieve the European Squadron after a lapse of seven years. The cruiser Raleigh, of 7,500 tons, will be Rear-Admiral Fairfield's flagship, replacing the Quincy. Other units will be the destroyers Kane and Hatfield and the coastguard cutter Cayuga. All are now operating near Spain. The fleet's mission will be to protect Americans in emergencies and display the American flag in European ports. — [284, 317, 413, 404]
dateline: PARIS, September 17. — [284, 873, 343, 880]
article-subheading: BRITISH SAVINGS BANK — [36, 207, 106, 214]
article — [701, 444, 829, 542]
article-subheading: MINT AUTHORITIES' PROPOSAL — [25, 631, 117, 638]
article-body: (Received September 18, at 10 a.m.) Warm tributes were paid in the Press to the work of Dr Charcot (the famous French Polar explorer and scientist), who was drowned off Iceland. The president of the Royal Geographical Society (Admiral Sir William Goodenough) described him as one of the most gallant of Polar explorers. Dr Charcot, the French Antarctic explorer and physician, was born in 1867. In 1908-09, on board the Pourquoi-Pas, he commanded two expeditions which carried out important work in the South Polar seas along the coasts of Graham Land, Alexander Land, and Deception Island. — [145, 683, 274, 777]
dateline: SYDNEY, September 18. — [562, 567, 627, 574]
article-subheading: DISCUSSIONS WITH SCANDINAVIA — [438, 66, 537, 73]
column-2 — [141, 25, 280, 1351]
article-subheading: REIGN OF TERROR IN MALAGA — [304, 158, 393, 165]
article-subheading: AUDIENCE WITH KING — [733, 574, 797, 581]
wire-credit: Press Association—By Telegraph—Copyright — [423, 604, 537, 611]
